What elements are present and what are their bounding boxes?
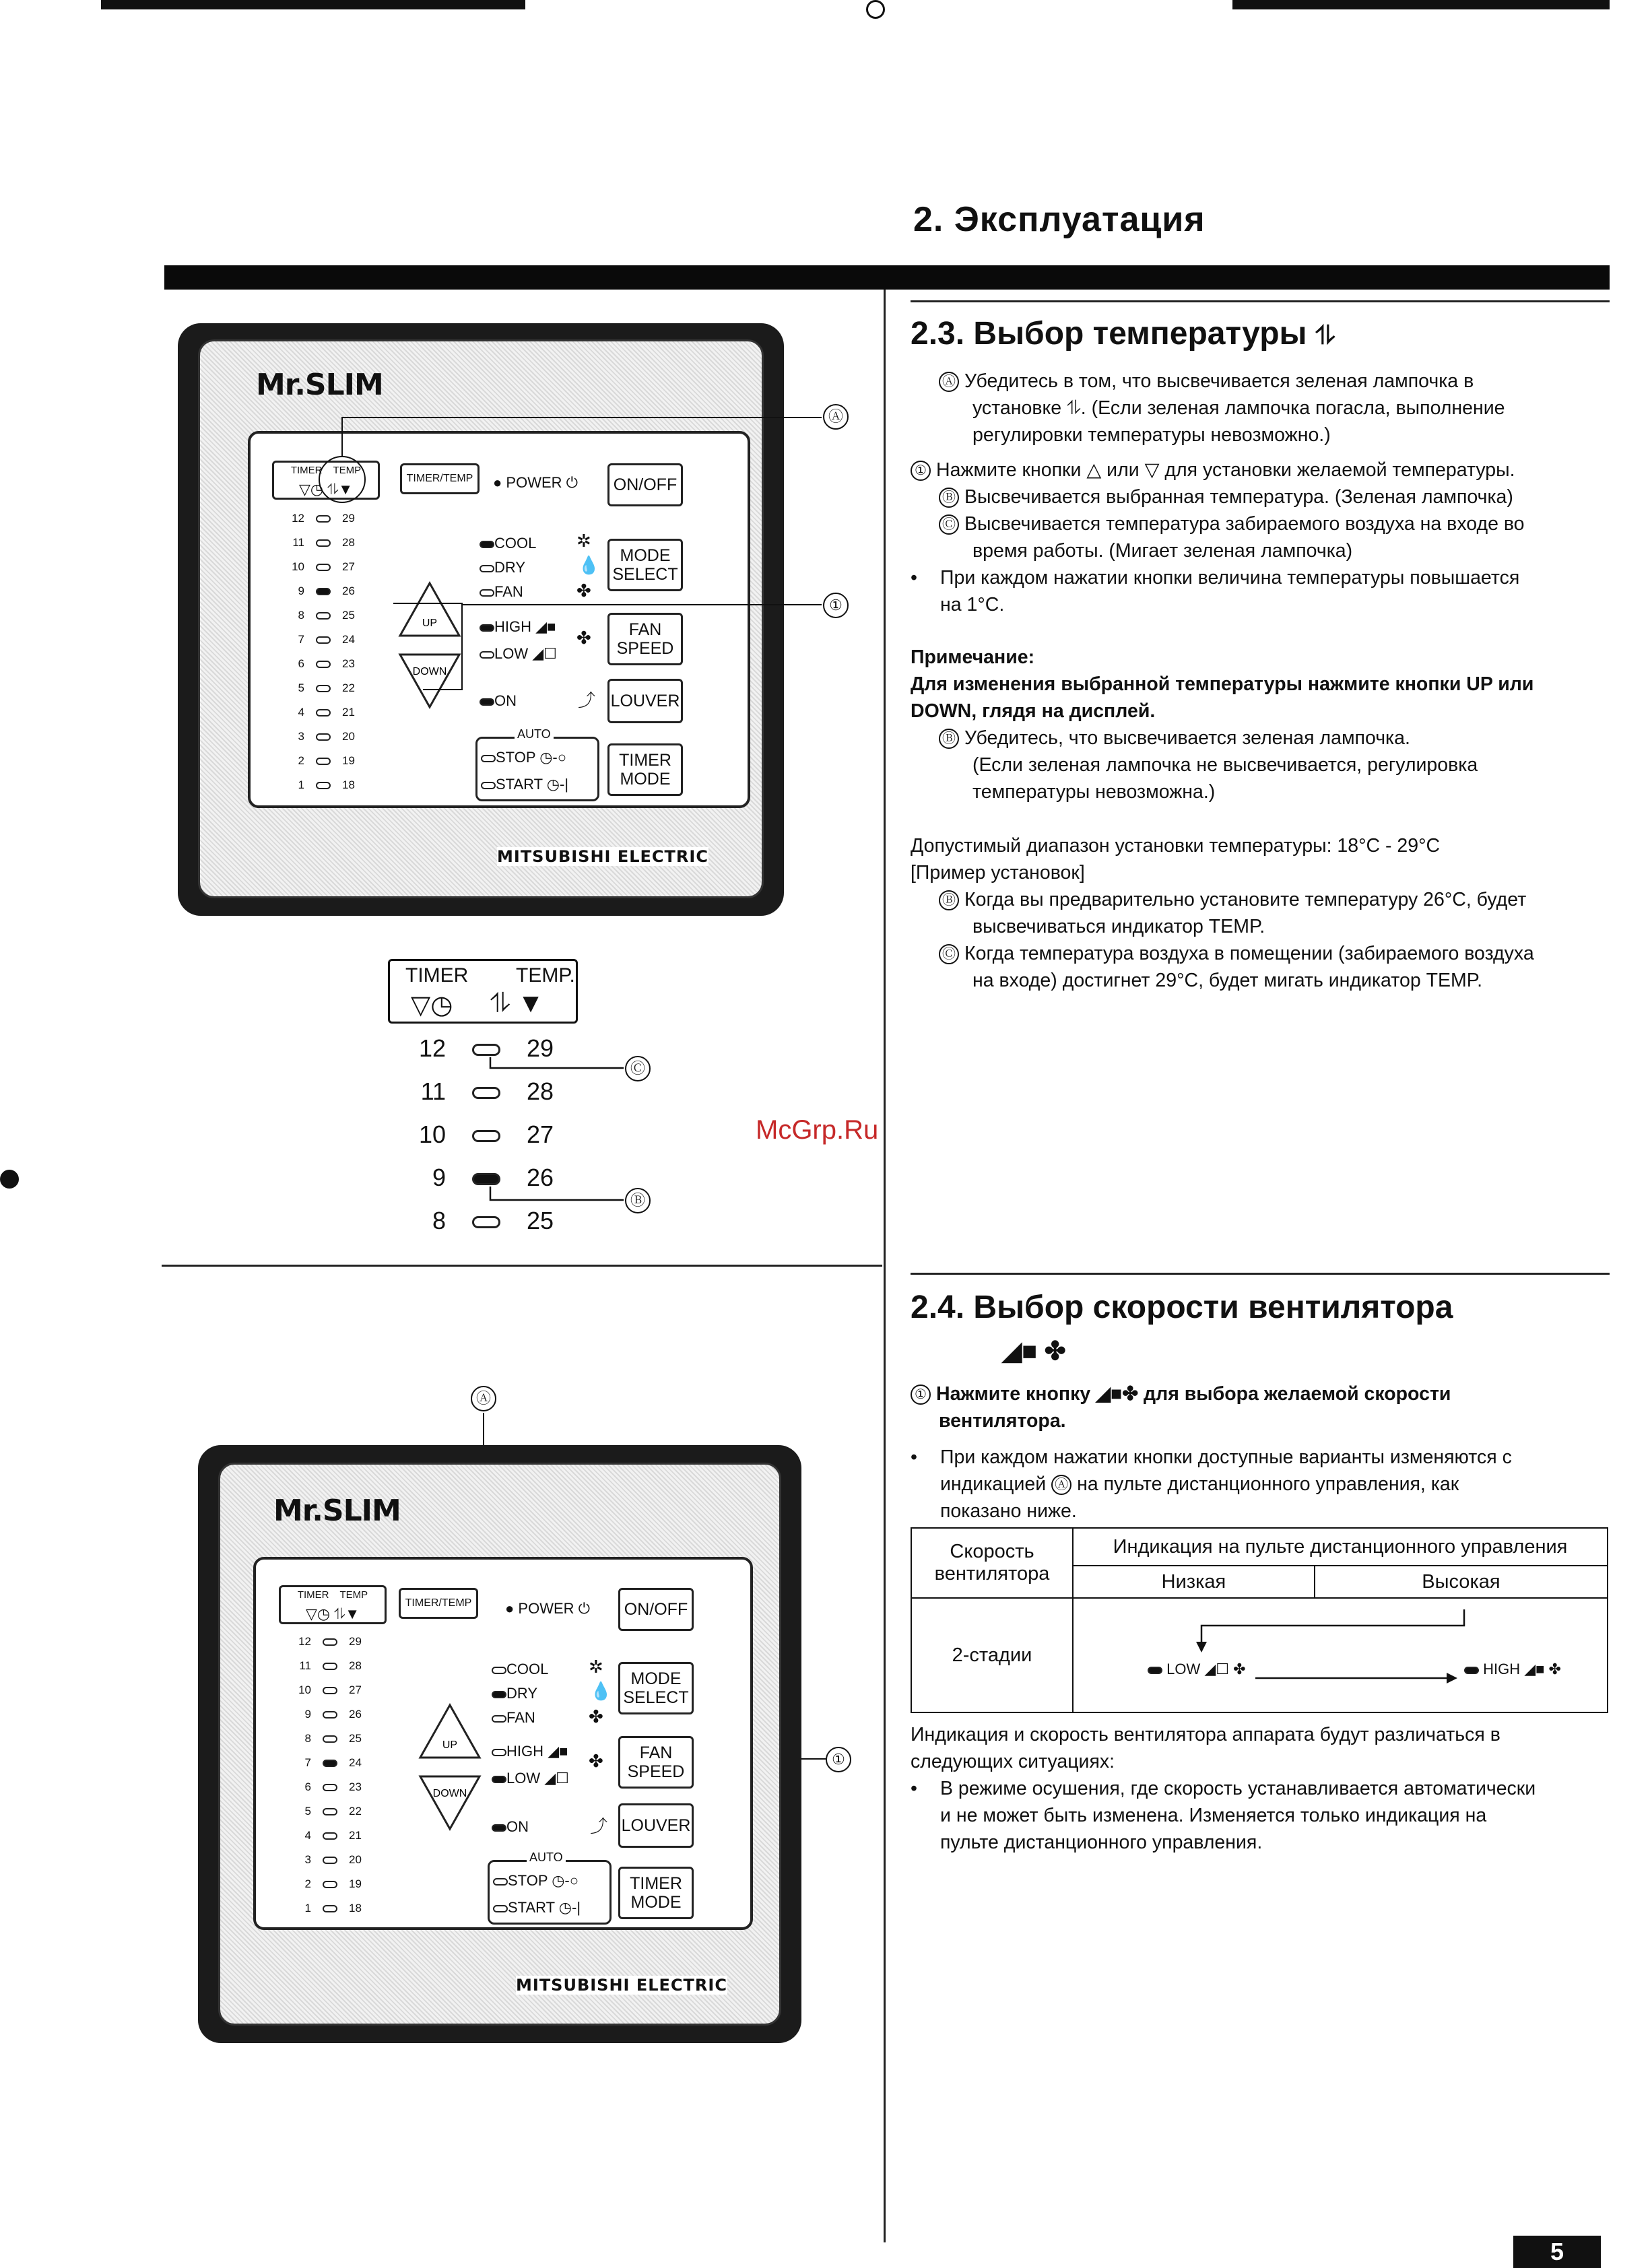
dry-icon: 💧 xyxy=(590,1681,612,1701)
s24-bullet2: • В режиме осушения, где скорость устанавливается автоматически и не может быть изменена. Изменяется только индикация на пульте дистанционного управления. xyxy=(940,1775,1610,1856)
fan-speed-icon: ◢■✤ xyxy=(1096,1383,1139,1405)
down-label: DOWN xyxy=(432,1788,467,1799)
control-panel xyxy=(253,1557,753,1930)
scale-row: 8 25 xyxy=(304,1732,362,1745)
scale-row: 8 25 xyxy=(298,609,355,622)
auto-label: AUTO xyxy=(527,1850,566,1865)
louver-button[interactable]: LOUVER xyxy=(618,1803,694,1848)
callout-B: Ⓑ xyxy=(625,1188,651,1213)
s23-paraA: Ⓐ Убедитесь в том, что высвечивается зеленая лампочка в установке ⥮. (Если зеленая лампочка погасла, выполнение регулировки температуры невозможно.) xyxy=(939,368,1610,448)
cool-icon: ✲ xyxy=(576,531,591,551)
scale-row: 9 26 xyxy=(304,1708,362,1721)
high-indicator: HIGH ◢■ xyxy=(492,1743,568,1760)
brand-logo: MITSUBISHI ELECTRIC xyxy=(497,847,708,866)
lamp-icon xyxy=(1148,1667,1162,1674)
zoom-row: 12 29 xyxy=(418,1034,554,1062)
up-triangle-icon: △ xyxy=(1086,459,1102,481)
callout-C: Ⓒ xyxy=(625,1056,651,1081)
fan-icon: ✤ xyxy=(576,580,591,601)
louver-icon: ⤴ xyxy=(590,1816,608,1836)
scale-row: 6 23 xyxy=(304,1780,362,1793)
onoff-button[interactable]: ON/OFF xyxy=(618,1588,694,1631)
fan-indicator: FAN xyxy=(492,1709,535,1727)
scale-row: 7 24 xyxy=(304,1756,362,1769)
dry-indicator: DRY xyxy=(480,559,525,576)
s23-bullet: • При каждом нажатии кнопки величина температуры повышается на 1°C. xyxy=(940,564,1610,618)
temp-icon: ⥮ xyxy=(1067,397,1081,419)
s24-title: 2.4. Выбор скорости вентилятора xyxy=(911,1290,1453,1325)
power-indicator: ● POWER ⏻ xyxy=(505,1600,591,1617)
onoff-button[interactable]: ON/OFF xyxy=(607,463,683,506)
callout-1-2: ① xyxy=(826,1747,851,1772)
zoom-row: 8 25 xyxy=(432,1207,554,1234)
scale-row: 4 21 xyxy=(298,706,355,719)
fan-cycle-arrows xyxy=(1074,1599,1606,1713)
zoom-row: 11 28 xyxy=(420,1077,554,1105)
scale-row: 10 27 xyxy=(292,560,355,573)
rule-s24 xyxy=(911,1273,1610,1275)
auto-label: AUTO xyxy=(515,727,554,741)
fan-speed-table: Скорость вентилятора Индикация на пульте дистанционного управления Низкая Высокая 2-стадии LOW ◢☐ ✤ HIGH ◢■ ✤ xyxy=(911,1527,1608,1713)
louver-icon: ⤴ xyxy=(578,690,596,710)
up-label: UP xyxy=(442,1739,458,1751)
louver-on-indicator: ON xyxy=(480,692,517,710)
scale-row: 1 18 xyxy=(304,1902,362,1914)
s23-note: Примечание: Для изменения выбранной температуры нажмите кнопки UP или DOWN, глядя на дисплей. Ⓑ Убедитесь, что высвечивается зеленая лампочка. (Если зеленая лампочка не высвечивается, регулировка температуры невозможна.) xyxy=(911,646,1534,803)
timer-temp-indicator: TIMER TEMP ▽◷ ⥮▼ xyxy=(272,461,380,500)
timer-mode-button[interactable]: TIMER MODE xyxy=(607,743,683,796)
timer-mode-button[interactable]: TIMER MODE xyxy=(618,1867,694,1919)
callout-A: Ⓐ xyxy=(823,404,849,430)
timer-temp-button[interactable]: TIMER/TEMP xyxy=(399,1588,478,1619)
temp-icon: ⥮▼ xyxy=(327,481,354,498)
auto-start-indicator: START ◷-| xyxy=(481,776,568,793)
high-indicator: HIGH ◢■ ✤ xyxy=(1464,1661,1561,1678)
fan-cycle-diagram xyxy=(1074,1599,1606,1713)
dry-indicator: DRY xyxy=(492,1685,537,1702)
scale-row: 5 22 xyxy=(304,1805,362,1817)
high-indicator: HIGH ◢■ xyxy=(480,618,556,636)
callout-1: ① xyxy=(823,593,849,618)
s23-title: 2.3. Выбор температуры ⥮ xyxy=(911,316,1335,352)
power-indicator: ● POWER ⏻ xyxy=(493,474,579,491)
mr-slim-logo: Mr.SLIM xyxy=(273,1494,401,1528)
fan-speed-icon: ◢■ ✤ xyxy=(1002,1337,1066,1366)
s24-bullet: • При каждом нажатии кнопки доступные варианты изменяются с индикацией Ⓐ на пульте дистанционного управления, как показано ниже. xyxy=(940,1444,1610,1525)
cool-indicator: COOL xyxy=(480,535,536,552)
temp-icon: ⥮▼ xyxy=(334,1605,360,1622)
scale-row: 2 19 xyxy=(304,1877,362,1890)
down-label: DOWN xyxy=(412,666,447,677)
timer-temp-indicator: TIMER TEMP ▽◷ ⥮▼ xyxy=(279,1585,387,1624)
scale-row: 2 19 xyxy=(298,754,355,767)
fan-speed-icon: ✤ xyxy=(589,1751,603,1771)
louver-button[interactable]: LOUVER xyxy=(607,679,683,723)
scale-row: 3 20 xyxy=(298,730,355,743)
s23-para1: ① Нажмите кнопки △ или ▽ для установки желаемой температуры. Ⓑ Высвечивается выбранная температура. (Зеленая лампочка) Ⓒ Высвечивается температура забираемого воздуха на входе во время работы. (Мигает зеленая лампочка) xyxy=(911,457,1610,564)
fan-indicator: FAN xyxy=(480,583,523,601)
zoom-timer-label: TIMER xyxy=(405,964,469,987)
zoom-row: 9 26 xyxy=(432,1164,554,1191)
temp-scale xyxy=(284,1630,385,1921)
lamp-icon xyxy=(1464,1667,1479,1674)
watermark: McGrp.Ru xyxy=(756,1115,879,1145)
up-button[interactable] xyxy=(418,1702,482,1760)
mr-slim-logo: Mr.SLIM xyxy=(256,368,383,402)
timer-temp-button[interactable]: TIMER/TEMP xyxy=(400,463,480,494)
mode-select-button[interactable]: MODE SELECT xyxy=(618,1662,694,1714)
remote-control-2 xyxy=(198,1445,801,2043)
low-indicator: LOW ◢☐ ✤ xyxy=(1148,1661,1246,1678)
dry-icon: 💧 xyxy=(578,555,600,575)
s24-after: Индикация и скорость вентилятора аппарата будут различаться в следующих ситуациях: xyxy=(911,1724,1500,1772)
column-divider xyxy=(884,290,886,2242)
fan-speed-button[interactable]: FAN SPEED xyxy=(618,1736,694,1789)
down-triangle-icon: ▽ xyxy=(1144,459,1160,481)
louver-on-indicator: ON xyxy=(492,1818,529,1836)
zoom-timer-icon: ▽◷ xyxy=(411,991,453,1020)
cool-icon: ✲ xyxy=(589,1657,603,1677)
scale-row: 11 28 xyxy=(292,536,355,549)
auto-stop-indicator: STOP ◷-○ xyxy=(481,749,566,766)
scale-row: 9 26 xyxy=(298,585,355,597)
brand-logo: MITSUBISHI ELECTRIC xyxy=(516,1976,727,1995)
down-button[interactable] xyxy=(418,1774,482,1832)
timer-down-icon: ▽◷ xyxy=(298,481,324,498)
scale-row: 10 27 xyxy=(298,1683,362,1696)
low-indicator: LOW ◢☐ xyxy=(492,1770,569,1787)
timer-down-icon: ▽◷ xyxy=(305,1605,331,1622)
top-bar-right xyxy=(1232,0,1610,9)
mode-select-button[interactable]: MODE SELECT xyxy=(607,539,683,591)
scale-row: 5 22 xyxy=(298,681,355,694)
cool-indicator: COOL xyxy=(492,1661,548,1678)
fan-speed-button[interactable]: FAN SPEED xyxy=(607,613,683,665)
auto-stop-indicator: STOP ◷-○ xyxy=(493,1872,579,1890)
auto-start-indicator: START ◷-| xyxy=(493,1899,581,1916)
s23-range: Допустимый диапазон установки температуры: 18°C - 29°C [Пример установок] Ⓑ Когда вы предварительно установите температуру 26°C, будет высвечиваться индикатор TEMP. Ⓒ Когда температура воздуха в помещении (забираемого воздуха на входе) достигнет 29°C, будет мигать индикатор TEMP. xyxy=(911,835,1534,991)
fan-speed-icon: ✤ xyxy=(576,628,591,648)
scale-row: 12 29 xyxy=(298,1635,362,1648)
up-label: UP xyxy=(422,618,438,629)
page-number: 5 xyxy=(1513,2236,1601,2268)
scale-row: 11 28 xyxy=(299,1659,362,1672)
low-indicator: LOW ◢☐ xyxy=(480,645,557,663)
zoom-row: 10 27 xyxy=(418,1121,554,1148)
scale-row: 12 29 xyxy=(292,512,355,525)
scale-row: 6 23 xyxy=(298,657,355,670)
scale-row: 3 20 xyxy=(304,1853,362,1866)
rule-s23 xyxy=(911,300,1610,302)
scale-row: 4 21 xyxy=(304,1829,362,1842)
scale-row: 7 24 xyxy=(298,633,355,646)
callout-A-2: Ⓐ xyxy=(471,1386,496,1411)
section-title: 2. Эксплуатация xyxy=(913,200,1206,239)
scale-row: 1 18 xyxy=(298,778,355,791)
zoom-temp-label: TEMP. xyxy=(516,964,575,987)
s24-para1: ① Нажмите кнопку ◢■✤ для выбора желаемой скорости вентилятора. xyxy=(911,1380,1610,1434)
temp-icon: ⥮ xyxy=(1315,322,1335,350)
fan-icon: ✤ xyxy=(589,1706,603,1727)
zoom-temp-icon: ⥮ ▼ xyxy=(490,989,544,1018)
